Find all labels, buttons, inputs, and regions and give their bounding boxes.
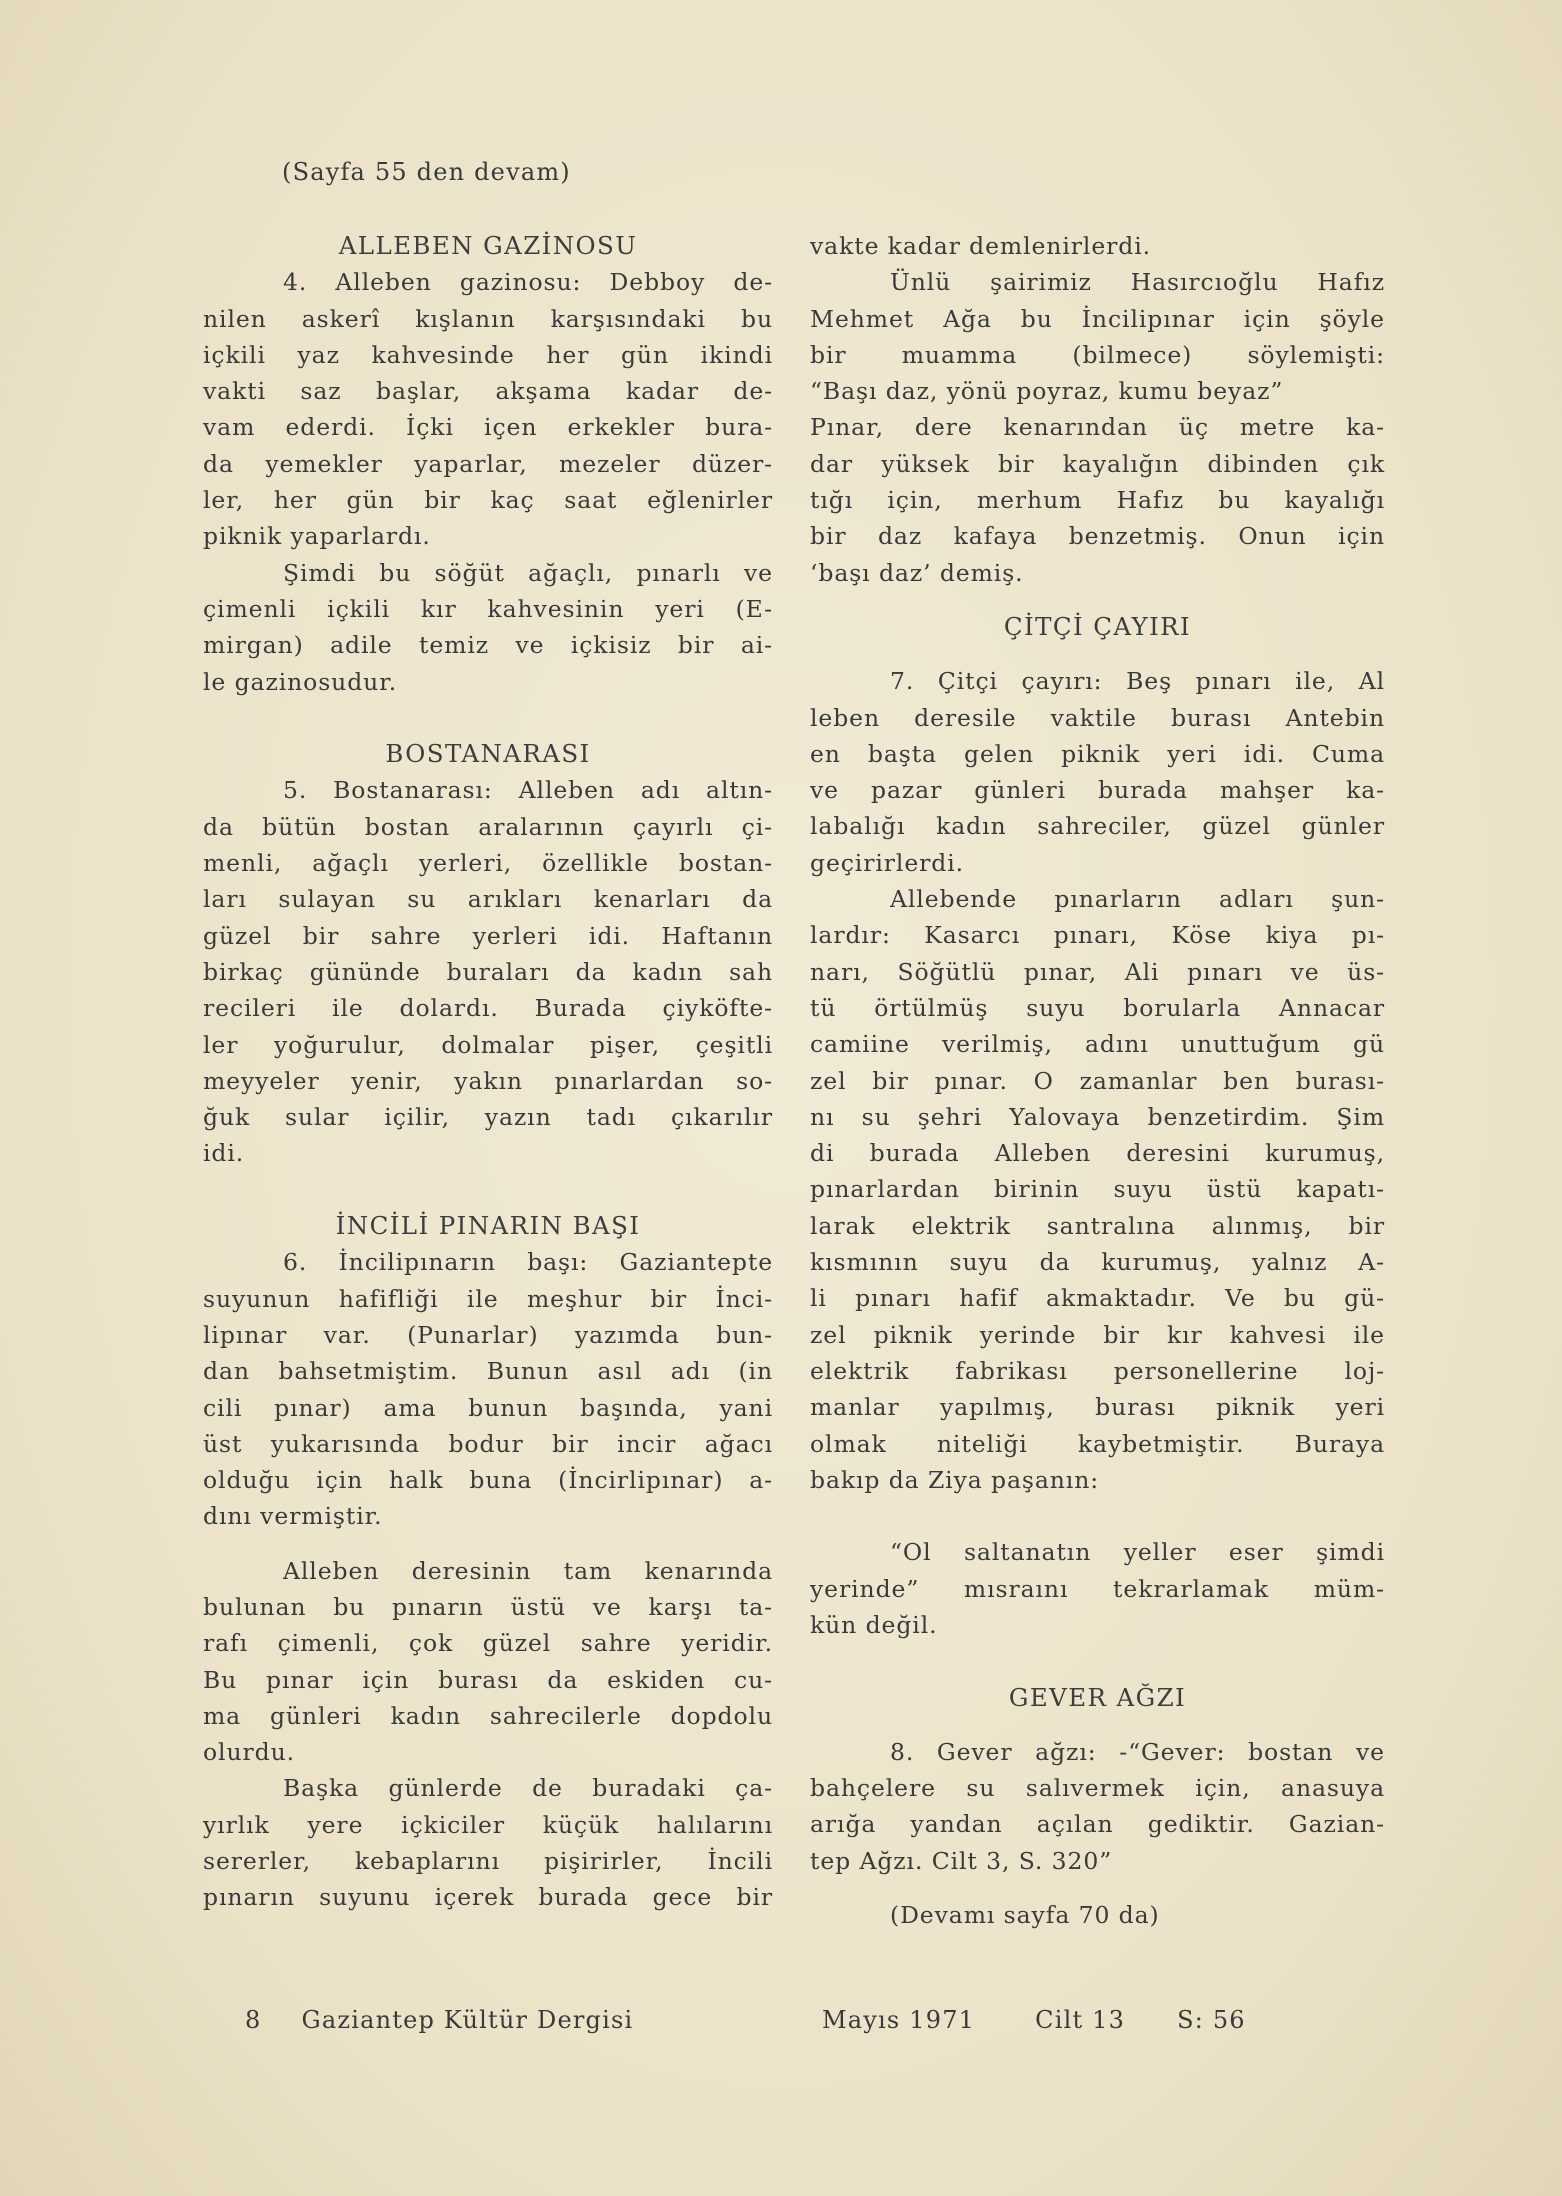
right-column <box>810 228 1385 1933</box>
section-heading: ÇİTÇİ ÇAYIRI <box>1003 611 1192 641</box>
text-line: narı, Söğütlü pınar, Ali pınarı ve üs- <box>810 957 1385 986</box>
text-line: çimenli içkili kır kahvesinin yeri (E- <box>203 594 773 623</box>
text-line: tü örtülmüş suyu borularla Annacar <box>810 993 1385 1022</box>
text-line: idi. <box>203 1139 245 1168</box>
magazine-title: Gaziantep Kültür Dergisi <box>301 2006 634 2034</box>
spacer <box>810 1643 1385 1679</box>
text-line: recileri ile dolardı. Burada çiyköfte- <box>203 994 773 1023</box>
text-line: Allebende pınarların adları şun- <box>890 885 1385 914</box>
spacer <box>810 645 1385 663</box>
left-column <box>203 228 773 1916</box>
text-line: ğuk sular içilir, yazın tadı çıkarılır <box>203 1103 773 1132</box>
text-line: bakıp da Ziya paşanın: <box>810 1465 1100 1494</box>
text-line: larak elektrik santralına alınmış, bir <box>810 1211 1385 1240</box>
text-line: dını vermiştir. <box>203 1502 383 1531</box>
text-line: mirgan) adile temiz ve içkisiz bir ai- <box>203 631 773 660</box>
text-line: piknik yaparlardı. <box>203 522 431 551</box>
text-line: pınarın suyunu içerek burada gece bir <box>203 1883 773 1912</box>
text-line: bahçelere su salıvermek için, anasuya <box>810 1774 1385 1803</box>
text-line: ma günleri kadın sahrecilerle dopdolu <box>203 1701 773 1730</box>
continued-from-note: (Sayfa 55 den devam) <box>282 158 571 186</box>
section-heading: ALLEBEN GAZİNOSU <box>338 231 638 260</box>
text-line: olduğu için halk buna (İncirlipınar) a- <box>203 1466 773 1495</box>
spacer <box>810 1879 1385 1897</box>
text-line: 7. Çitçi çayırı: Beş pınarı ile, Al <box>890 667 1385 696</box>
section-heading: İNCİLİ PINARIN BAŞI <box>335 1211 641 1241</box>
text-line: en başta gelen piknik yeri idi. Cuma <box>810 739 1385 768</box>
issue-number: S: 56 <box>1177 2006 1246 2034</box>
text-line: zel bir pınar. O zamanlar ben burası- <box>810 1066 1385 1095</box>
text-line: le gazinosudur. <box>203 667 398 696</box>
text-line: “Başı daz, yönü poyraz, kumu beyaz” <box>810 377 1284 406</box>
volume: Cilt 13 <box>1035 2006 1126 2034</box>
text-line: Ünlü şairimiz Hasırcıoğlu Hafız <box>890 268 1385 297</box>
text-line: elektrik fabrikası personellerine loj- <box>810 1356 1385 1385</box>
text-line: labalığı kadın sahreciler, güzel günler <box>810 812 1385 841</box>
text-line: ler yoğurulur, dolmalar pişer, çeşitli <box>203 1030 773 1059</box>
spacer <box>810 1716 1385 1734</box>
spacer <box>203 700 773 736</box>
text-line: manlar yapılmış, burası piknik yeri <box>810 1393 1385 1422</box>
text-line: güzel bir sahre yerleri idi. Haftanın <box>203 921 773 950</box>
text-line: vakti saz başlar, akşama kadar de- <box>203 377 773 406</box>
text-line: Bu pınar için burası da eskiden cu- <box>203 1665 773 1694</box>
text-line: lardır: Kasarcı pınarı, Köse kiya pı- <box>810 921 1385 950</box>
text-line: bir muamma (bilmece) söylemişti: <box>810 340 1385 369</box>
text-line: zel piknik yerinde bir kır kahvesi ile <box>810 1320 1385 1349</box>
text-line: içkili yaz kahvesinde her gün ikindi <box>203 340 773 369</box>
text-line: geçirirlerdi. <box>810 848 964 877</box>
text-line: birkaç gününde buraları da kadın sah <box>203 957 773 986</box>
text-line: olurdu. <box>203 1738 295 1767</box>
text-line: üst yukarısında bodur bir incir ağacı <box>203 1429 773 1458</box>
text-line: ‘başı daz’ demiş. <box>810 558 1024 587</box>
text-line: di burada Alleben deresini kurumuş, <box>810 1139 1385 1168</box>
footer-left <box>245 2006 633 2034</box>
text-line: rafı çimenli, çok güzel sahre yeridir. <box>203 1629 773 1658</box>
text-line: kısmının suyu da kurumuş, yalnız A- <box>810 1248 1385 1277</box>
section-heading: GEVER AĞZI <box>1008 1682 1187 1712</box>
text-line: da bütün bostan aralarının çayırlı çi- <box>203 812 773 841</box>
text-line: 5. Bostanarası: Alleben adı altın- <box>283 776 773 805</box>
text-line: arığa yandan açılan gediktir. Gazian- <box>810 1810 1385 1839</box>
text-line: 6. İncilipınarın başı: Gaziantepte <box>283 1248 773 1277</box>
text-line: Başka günlerde de buradaki ça- <box>283 1774 773 1803</box>
text-line: camiine verilmiş, adını unuttuğum gü <box>810 1030 1385 1059</box>
spacer <box>203 1172 773 1208</box>
issue-date: Mayıs 1971 <box>822 2006 976 2034</box>
text-line: Pınar, dere kenarından üç metre ka- <box>810 413 1385 442</box>
text-line: Alleben deresinin tam kenarında <box>283 1556 773 1585</box>
text-line: yerinde” mısraını tekrarlamak müm- <box>810 1574 1385 1603</box>
text-line: tığı için, merhum Hafız bu kayalığı <box>810 486 1385 515</box>
text-line: meyyeler yenir, yakın pınarlardan so- <box>203 1066 773 1095</box>
text-line: vam ederdi. İçki içen erkekler bura- <box>203 413 773 442</box>
text-line: dan bahsetmiştim. Bunun asıl adı (in <box>203 1357 773 1386</box>
text-line: lipınar var. (Punarlar) yazımda bun- <box>203 1320 773 1349</box>
text-line: bulunan bu pınarın üstü ve karşı ta- <box>203 1592 773 1621</box>
text-line: nilen askerî kışlanın karşısındaki bu <box>203 304 773 333</box>
text-line: yırlık yere içkiciler küçük halılarını <box>203 1810 773 1839</box>
footer-right <box>822 2006 1246 2034</box>
text-line: bir daz kafaya benzetmiş. Onun için <box>810 522 1385 551</box>
text-line: ları sulayan su arıkları kenarları da <box>203 885 773 914</box>
text-line: nı su şehri Yalovaya benzetirdim. Şim <box>810 1102 1385 1131</box>
text-line: tep Ağzı. Cilt 3, S. 320” <box>810 1846 1113 1875</box>
text-line: li pınarı hafif akmaktadır. Ve bu gü- <box>810 1284 1385 1313</box>
text-line: “Ol saltanatın yeller eser şimdi <box>890 1538 1385 1567</box>
text-line: ler, her gün bir kaç saat eğlenirler <box>203 486 773 515</box>
text-line: menli, ağaçlı yerleri, özellikle bostan- <box>203 849 773 878</box>
spacer <box>203 1535 773 1553</box>
text-line: 8. Gever ağzı: -“Gever: bostan ve <box>890 1737 1385 1766</box>
text-line: Mehmet Ağa bu İncilipınar için şöyle <box>810 304 1385 333</box>
text-line: pınarlardan birinin suyu üstü kapatı- <box>810 1175 1385 1204</box>
text-line: 4. Alleben gazinosu: Debboy de- <box>283 268 773 297</box>
text-line: Şimdi bu söğüt ağaçlı, pınarlı ve <box>283 558 773 587</box>
spacer <box>810 1498 1385 1534</box>
text-line: leben deresile vaktile burası Antebin <box>810 703 1385 732</box>
section-heading: BOSTANARASI <box>385 739 591 769</box>
text-line: dar yüksek bir kayalığın dibinden çık <box>810 449 1385 478</box>
text-line: suyunun hafifliği ile meşhur bir İnci- <box>203 1284 773 1313</box>
text-line: olmak niteliği kaybetmiştir. Buraya <box>810 1429 1385 1458</box>
text-line: ve pazar günleri burada mahşer ka- <box>810 776 1385 805</box>
spacer <box>810 591 1385 609</box>
text-line: cili pınar) ama bunun başında, yani <box>203 1393 773 1422</box>
text-line: kün değil. <box>810 1610 938 1639</box>
page-number: 8 <box>245 2006 262 2034</box>
text-line: da yemekler yaparlar, mezeler düzer- <box>203 449 773 478</box>
text-line: (Devamı sayfa 70 da) <box>890 1901 1160 1930</box>
text-line: vakte kadar demlenirlerdi. <box>810 232 1151 260</box>
text-line: sererler, kebaplarını pişirirler, İncili <box>203 1847 773 1876</box>
